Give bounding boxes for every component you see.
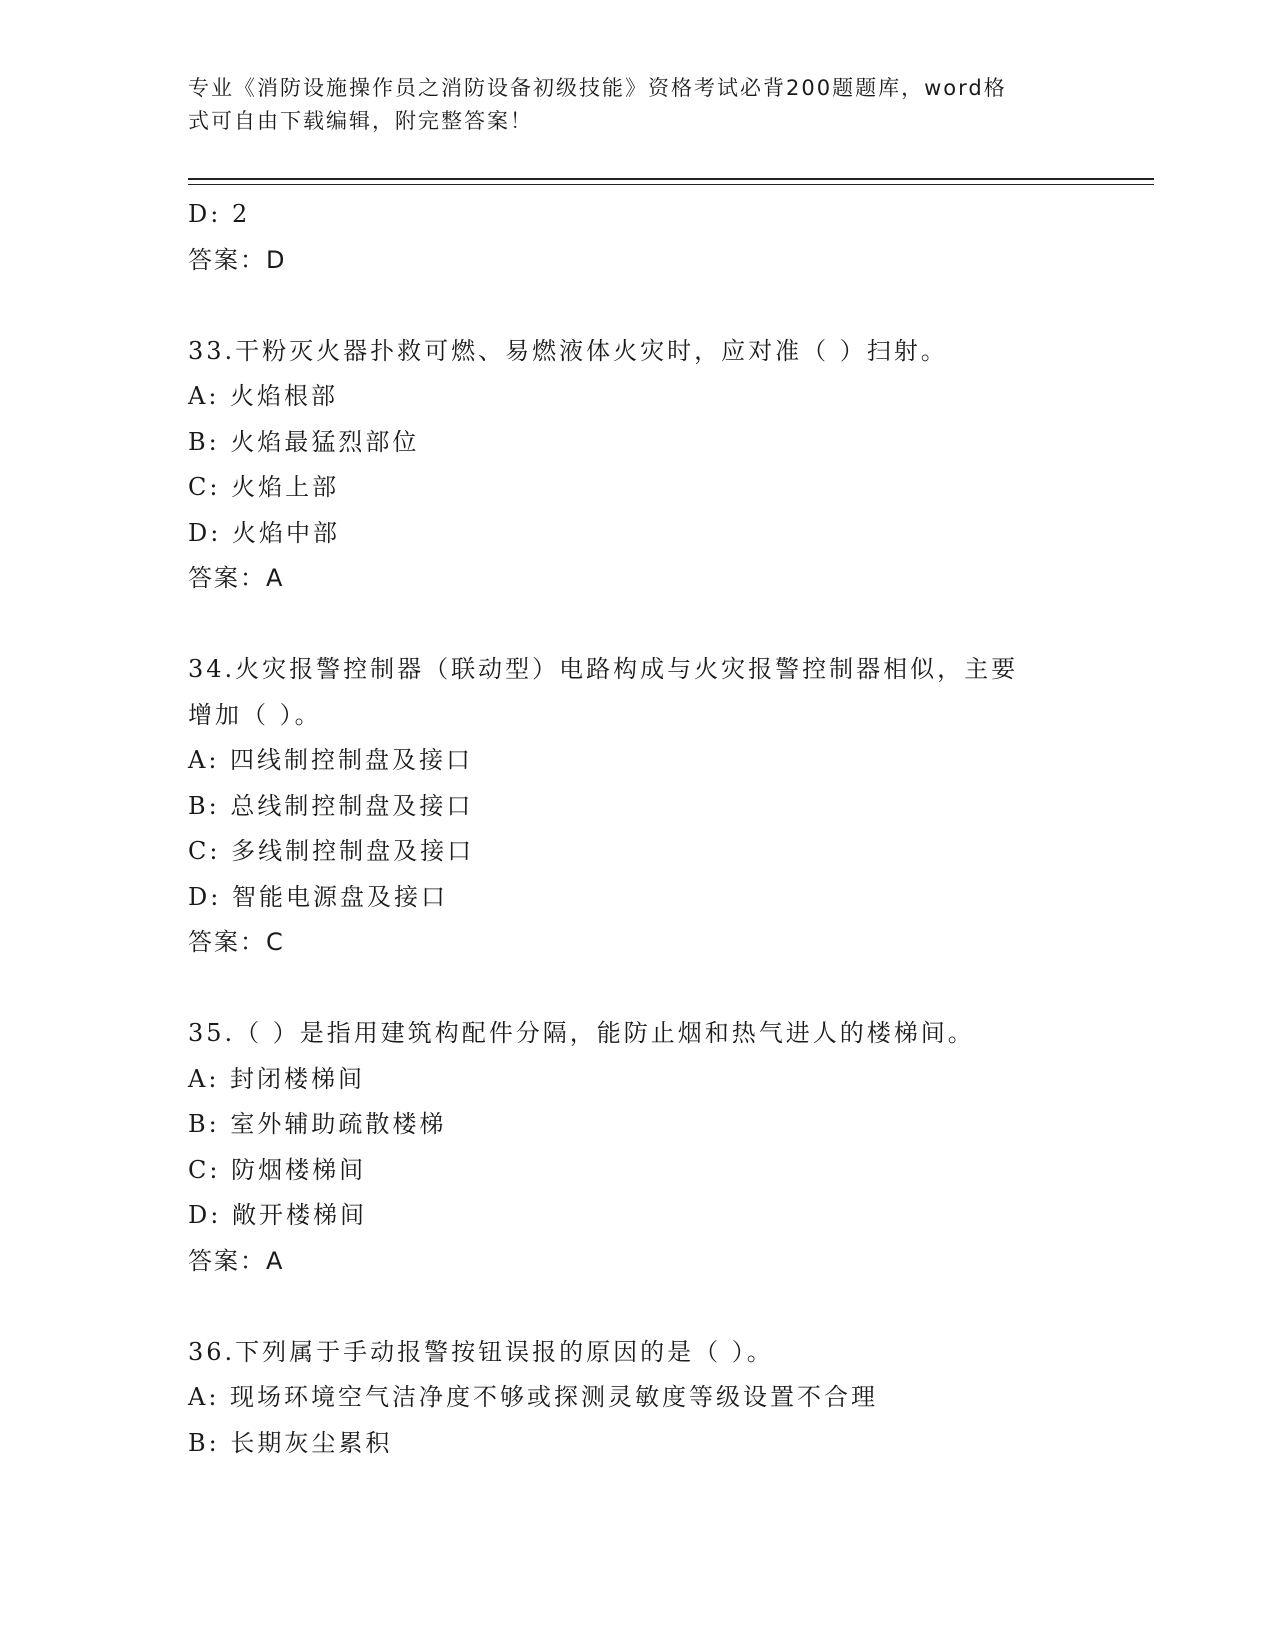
question-stem: 35.（ ）是指用建筑构配件分隔，能防止烟和热气进人的楼梯间。 bbox=[188, 1019, 975, 1047]
option-b: B: 火焰最猛烈部位 bbox=[188, 427, 420, 456]
question-stem: 36.下列属于手动报警按钮误报的原因的是（ ）。 bbox=[188, 1337, 774, 1366]
question-stem: 34.火灾报警控制器（联动型）电路构成与火灾报警控制器相似，主要 bbox=[188, 655, 1019, 683]
question-33 bbox=[188, 329, 1088, 602]
answer: 答案：C bbox=[188, 928, 285, 956]
prev-answer: 答案：D bbox=[188, 245, 287, 274]
option-d: D: 敞开楼梯间 bbox=[188, 1201, 367, 1229]
document-header bbox=[188, 72, 1068, 138]
answer: 答案：A bbox=[188, 564, 285, 592]
header-title-line2: 式可自由下载编辑，附完整答案！ bbox=[188, 109, 533, 133]
option-b: B: 总线制控制盘及接口 bbox=[188, 791, 474, 820]
header-title-line1: 专业《消防设施操作员之消防设备初级技能》资格考试必背200题题库，word格 bbox=[188, 76, 1007, 100]
question-list bbox=[188, 192, 1088, 1466]
question-stem: 33.干粉灭火器扑救可燃、易燃液体火灾时，应对准（ ）扫射。 bbox=[188, 336, 948, 365]
answer: 答案：A bbox=[188, 1246, 285, 1275]
option-d: D: 火焰中部 bbox=[188, 518, 340, 547]
option-a: A: 四线制控制盘及接口 bbox=[188, 746, 474, 774]
option-c: C: 火焰上部 bbox=[188, 473, 340, 501]
prev-option-d: D: 2 bbox=[188, 200, 251, 228]
option-a: A: 封闭楼梯间 bbox=[188, 1064, 366, 1093]
option-a: A: 现场环境空气洁净度不够或探测灵敏度等级设置不合理 bbox=[188, 1383, 879, 1411]
option-b: B: 室外辅助疏散楼梯 bbox=[188, 1110, 447, 1138]
option-a: A: 火焰根部 bbox=[188, 382, 339, 410]
question-stem-continued: 增加（ ）。 bbox=[188, 700, 322, 729]
option-c: C: 防烟楼梯间 bbox=[188, 1155, 367, 1184]
option-c: C: 多线制控制盘及接口 bbox=[188, 837, 475, 865]
option-b: B: 长期灰尘累积 bbox=[188, 1428, 393, 1457]
option-d: D: 智能电源盘及接口 bbox=[188, 882, 448, 911]
question-35 bbox=[188, 1011, 1088, 1284]
question-36 bbox=[188, 1330, 1088, 1467]
header-divider-thick bbox=[188, 178, 1154, 180]
header-divider-thin bbox=[188, 184, 1154, 185]
question-34 bbox=[188, 647, 1088, 966]
